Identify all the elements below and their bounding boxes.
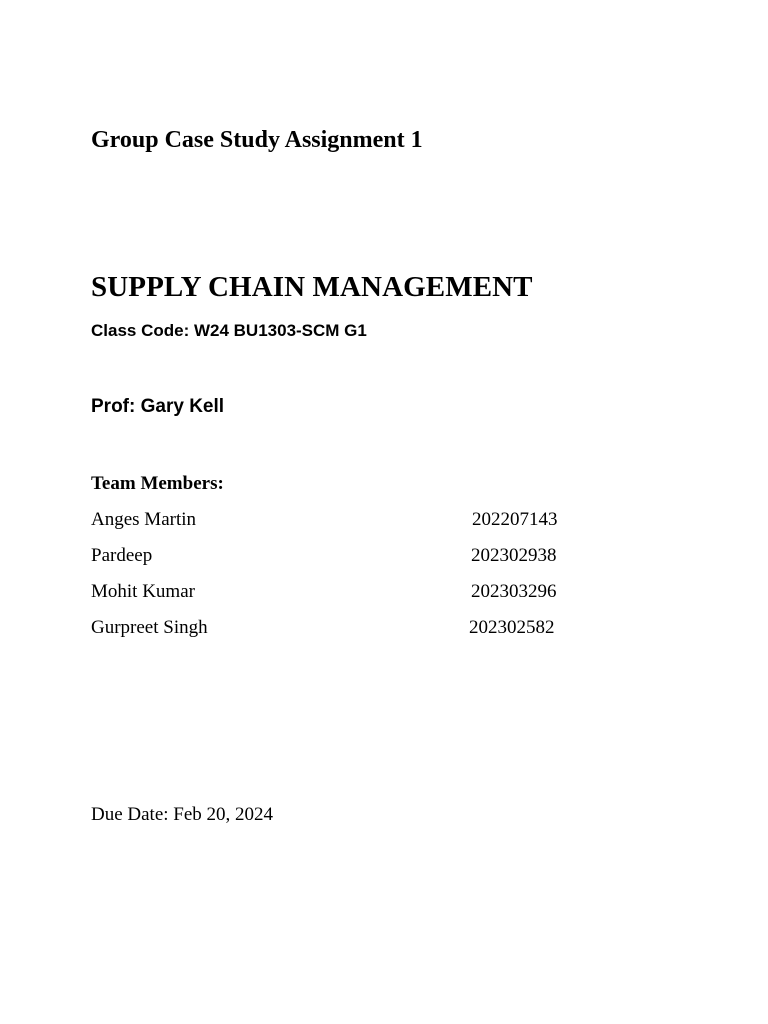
member-name: Gurpreet Singh [91,617,208,638]
class-code: Class Code: W24 BU1303-SCM G1 [91,321,367,340]
member-name: Mohit Kumar [91,581,195,602]
professor-name: Prof: Gary Kell [91,396,225,417]
team-member-row [91,616,571,652]
team-member-row [91,580,571,616]
course-title: SUPPLY CHAIN MANAGEMENT [91,271,533,303]
team-members-heading: Team Members: [91,473,224,494]
team-member-row [91,544,571,580]
assignment-title: Group Case Study Assignment 1 [91,127,423,153]
member-id: 202302938 [471,545,557,566]
member-id: 202302582 [469,617,555,638]
member-id: 202303296 [471,581,557,602]
member-id: 202207143 [472,509,558,530]
team-member-row [91,508,571,544]
member-name: Anges Martin [91,509,197,530]
team-members-list [91,508,571,652]
member-name: Pardeep [91,545,153,566]
due-date: Due Date: Feb 20, 2024 [91,804,274,825]
